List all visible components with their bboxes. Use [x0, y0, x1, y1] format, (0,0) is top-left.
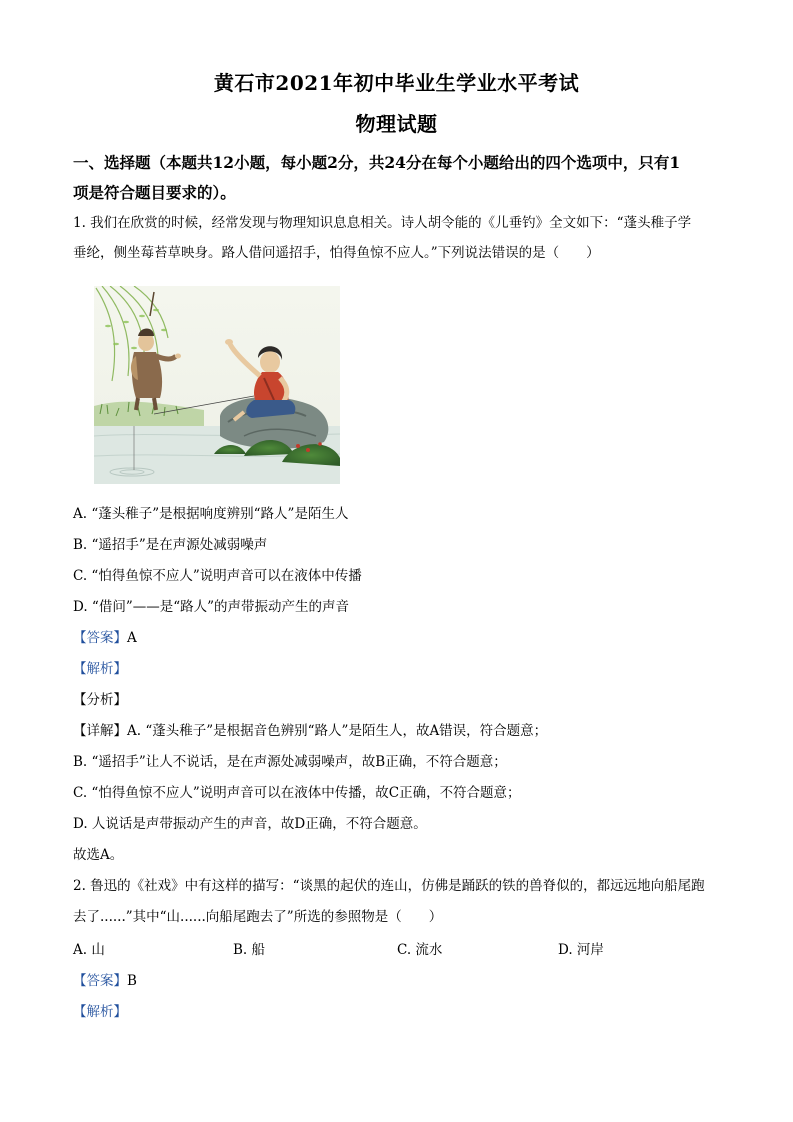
answer-value: A	[127, 630, 137, 646]
q1-conclusion: 故选A。	[73, 847, 124, 863]
q1-detail-line-c: C. “怕得鱼惊不应人”说明声音可以在液体中传播，故C正确，不符合题意；	[73, 785, 521, 801]
q1-option-d: D. “借问”——是“路人”的声带振动产生的声音	[73, 599, 350, 615]
q2-analysis-tag: 【解析】	[73, 1004, 127, 1020]
q1-detail-line-b: B. “遥招手”让人不说话，是在声源处减弱噪声，故B正确，不符合题意；	[73, 754, 507, 770]
q2-option-d: D. 河岸	[558, 942, 604, 958]
q1-detail-line-a	[73, 721, 547, 741]
q1-option-b: B. “遥招手”是在声源处减弱噪声	[73, 537, 268, 553]
section-heading-line1: 一、选择题（本题共12小题，每小题2分，共24分在每个小题给出的四个选项中，只有1	[73, 153, 681, 172]
detail-tag: 【详解】	[73, 723, 127, 739]
q1-option-c: C. “怕得鱼惊不应人”说明声音可以在液体中传播	[73, 568, 362, 584]
q1-stem-line1: 1. 我们在欣赏的时候，经常发现与物理知识息息相关。诗人胡令能的《儿垂钓》全文如下：“蓬头稚子学	[73, 215, 692, 231]
q2-answer-row	[73, 971, 137, 991]
exam-subtitle: 物理试题	[355, 112, 438, 136]
detail-text-a: A. “蓬头稚子”是根据音色辨别“路人”是陌生人，故A错误，符合题意；	[127, 723, 548, 739]
q2-option-a: A. 山	[73, 942, 105, 958]
q1-option-a: A. “蓬头稚子”是根据响度辨别“路人”是陌生人	[73, 506, 349, 522]
q2-stem-line2: 去了......”其中“山......向船尾跑去了”所选的参照物是（ ）	[73, 909, 443, 925]
section-heading-line2: 项是符合题目要求的）。	[73, 183, 236, 202]
q1-stem-line2: 垂纶，侧坐莓苔草映身。路人借问遥招手，怕得鱼惊不应人。”下列说法错误的是（ ）	[73, 245, 600, 261]
exam-title: 黄石市2021年初中毕业生学业水平考试	[213, 71, 580, 95]
fishing-child-illustration	[94, 286, 340, 484]
q2-option-c: C. 流水	[397, 942, 443, 958]
q2-stem-line1: 2. 鲁迅的《社戏》中有这样的描写：“谈黑的起伏的连山，仿佛是踊跃的铁的兽脊似的，都远远地向船尾跑	[73, 878, 705, 894]
q1-analysis-tag: 【解析】	[73, 661, 127, 677]
q1-detail-line-d: D. 人说话是声带振动产生的声音，故D正确，不符合题意。	[73, 816, 427, 832]
answer-tag: 【答案】	[73, 630, 127, 646]
q1-fenxi-tag: 【分析】	[73, 692, 127, 708]
answer-tag: 【答案】	[73, 973, 127, 989]
answer-value: B	[127, 973, 137, 989]
q2-option-b: B. 船	[233, 942, 266, 958]
q1-answer-row	[73, 628, 137, 648]
